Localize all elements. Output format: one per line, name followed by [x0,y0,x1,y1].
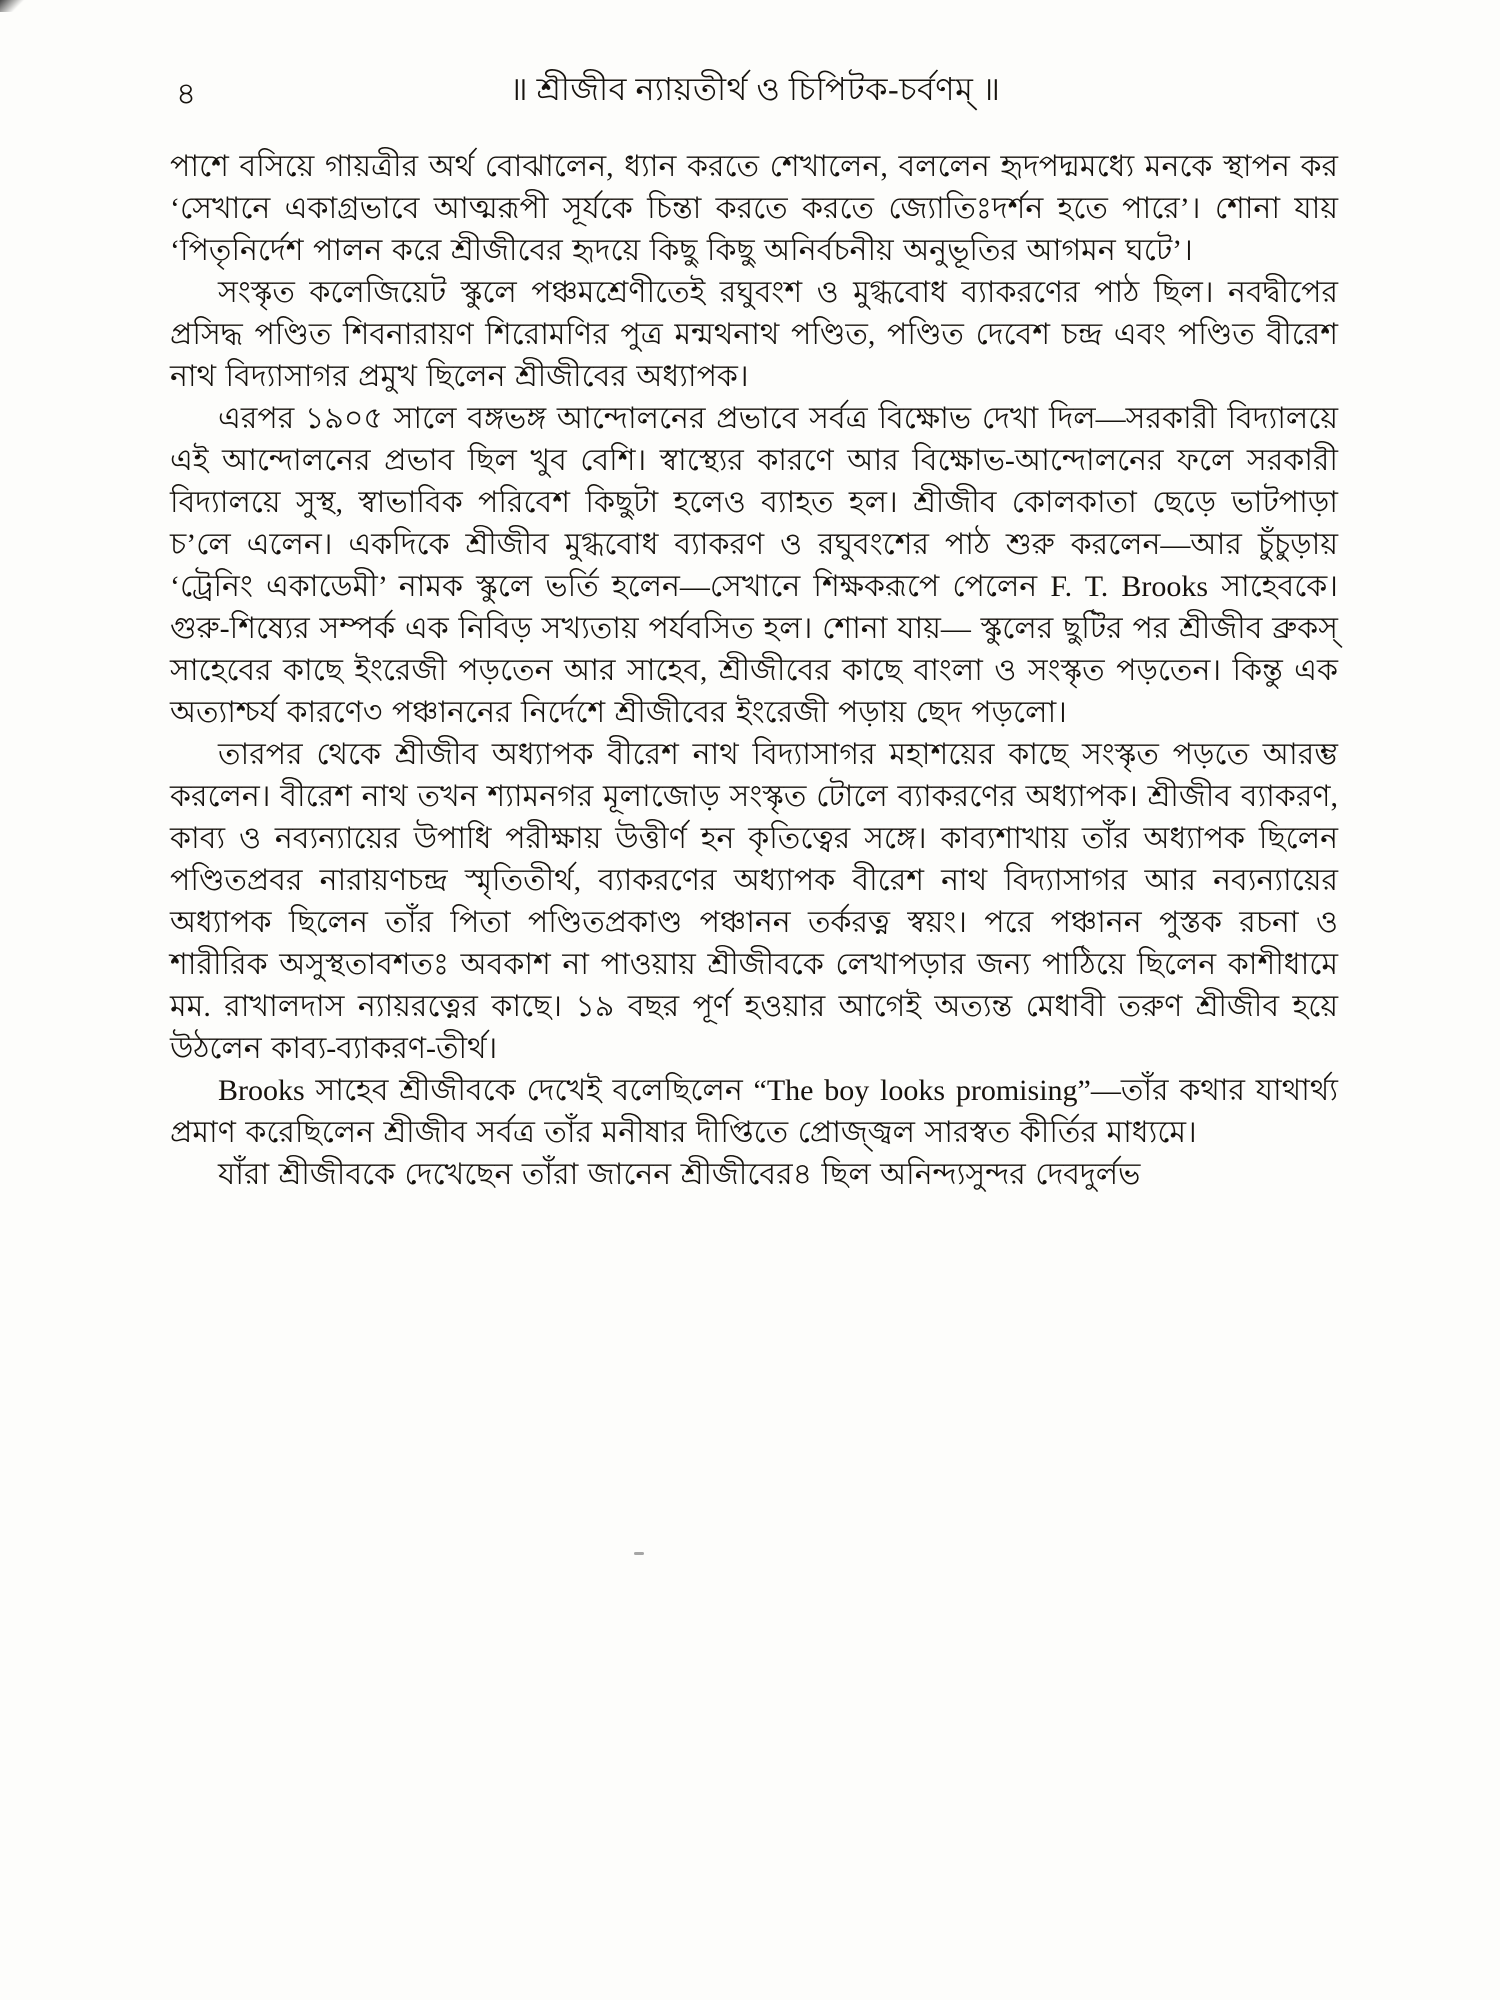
page-header [170,64,1340,114]
paragraph-2: সংস্কৃত কলেজিয়েট স্কুলে পঞ্চমশ্রেণীতেই রঘুবংশ ও মুগ্ধবোধ ব্যাকরণের পাঠ ছিল। নবদ্বীপের প্রসিদ্ধ পণ্ডিত শিবনারায়ণ শিরোমণির পুত্র মন্মথনাথ পণ্ডিত, পণ্ডিত দেবেশ চন্দ্র এবং পণ্ডিত বীরেশ নাথ বিদ্যাসাগর প্রমুখ ছিলেন শ্রীজীবের অধ্যাপক। [170,276,1338,393]
scan-artifact-corner [0,0,26,12]
running-title: ॥ শ্রীজীব ন্যায়তীর্থ ও চিপিটক-চর্বণম্‌ ॥ [509,71,1001,107]
paragraph-3: এরপর ১৯০৫ সালে বঙ্গভঙ্গ আন্দোলনের প্রভাবে সর্বত্র বিক্ষোভ দেখা দিল—সরকারী বিদ্যালয়ে এই আন্দোলনের প্রভাব ছিল খুব বেশি। স্বাস্থ্যের কারণে আর বিক্ষোভ-আন্দোলনের ফলে সরকারী বিদ্যালয়ে সুস্থ, স্বাভাবিক পরিবেশ কিছুটা হলেও ব্যাহত হল। শ্রীজীব কোলকাতা ছেড়ে ভাটপাড়া চ’লে এলেন। একদিকে শ্রীজীব মুগ্ধবোধ ব্যাকরণ ও রঘুবংশের পাঠ শুরু করলেন—আর চুঁচুড়ায় ‘ট্রেনিং একাডেমী’ নামক স্কুলে ভর্তি হলেন—সেখানে শিক্ষকরূপে পেলেন F. T. Brooks সাহেবকে। গুরু-শিষ্যের সম্পর্ক এক নিবিড় সখ্যতায় পর্যবসিত হল। শোনা যায়— স্কুলের ছুটির পর শ্রীজীব ব্রুকস্‌ সাহেবের কাছে ইংরেজী পড়তেন আর সাহেব, শ্রীজীবের কাছে বাংলা ও সংস্কৃত পড়তেন। কিন্তু এক অত্যাশ্চর্য কারণে৩ পঞ্চাননের নির্দেশে শ্রীজীবের ইংরেজী পড়ায় ছেদ পড়লো। [170,402,1338,729]
body-text [170,146,1338,1196]
page-number: ৪ [176,76,198,111]
paragraph-1: পাশে বসিয়ে গায়ত্রীর অর্থ বোঝালেন, ধ্যান করতে শেখালেন, বললেন হৃদপদ্মমধ্যে মনকে স্থাপন কর ‘সেখানে একাগ্রভাবে আত্মরূপী সূর্যকে চিন্তা করতে করতে জ্যোতিঃদর্শন হতে পারে’। শোনা যায় ‘পিতৃনির্দেশ পালন করে শ্রীজীবের হৃদয়ে কিছু কিছু অনির্বচনীয় অনুভূতির আগমন ঘটে’। [170,150,1338,267]
scan-speck [634,1552,644,1555]
paragraph-5: Brooks সাহেব শ্রীজীবকে দেখেই বলেছিলেন “The boy looks promising”—তাঁর কথার যাথার্থ্য প্রমাণ করেছিলেন শ্রীজীব সর্বত্র তাঁর মনীষার দীপ্তিতে প্রোজ্জ্বল সারস্বত কীর্তির মাধ্যমে। [170,1074,1338,1149]
paragraph-4: তারপর থেকে শ্রীজীব অধ্যাপক বীরেশ নাথ বিদ্যাসাগর মহাশয়ের কাছে সংস্কৃত পড়তে আরম্ভ করলেন। বীরেশ নাথ তখন শ্যামনগর মূলাজোড় সংস্কৃত টোলে ব্যাকরণের অধ্যাপক। শ্রীজীব ব্যাকরণ, কাব্য ও নব্যন্যায়ের উপাধি পরীক্ষায় উত্তীর্ণ হন কৃতিত্বের সঙ্গে। কাব্যশাখায় তাঁর অধ্যাপক ছিলেন পণ্ডিতপ্রবর নারায়ণচন্দ্র স্মৃতিতীর্থ, ব্যাকরণের অধ্যাপক বীরেশ নাথ বিদ্যাসাগর আর নব্যন্যায়ের অধ্যাপক ছিলেন তাঁর পিতা পণ্ডিতপ্রকাণ্ড পঞ্চানন তর্করত্ন স্বয়ং। পরে পঞ্চানন পুস্তক রচনা ও শারীরিক অসুস্থতাবশতঃ অবকাশ না পাওয়ায় শ্রীজীবকে লেখাপড়ার জন্য পাঠিয়ে ছিলেন কাশীধামে মম. রাখালদাস ন্যায়রত্নের কাছে। ১৯ বছর পূর্ণ হওয়ার আগেই অত্যন্ত মেধাবী তরুণ শ্রীজীব হয়ে উঠলেন কাব্য-ব্যাকরণ-তীর্থ। [170,738,1338,1065]
paragraph-6: যাঁরা শ্রীজীবকে দেখেছেন তাঁরা জানেন শ্রীজীবের৪ ছিল অনিন্দ্যসুন্দর দেবদুর্লভ [218,1158,1141,1191]
